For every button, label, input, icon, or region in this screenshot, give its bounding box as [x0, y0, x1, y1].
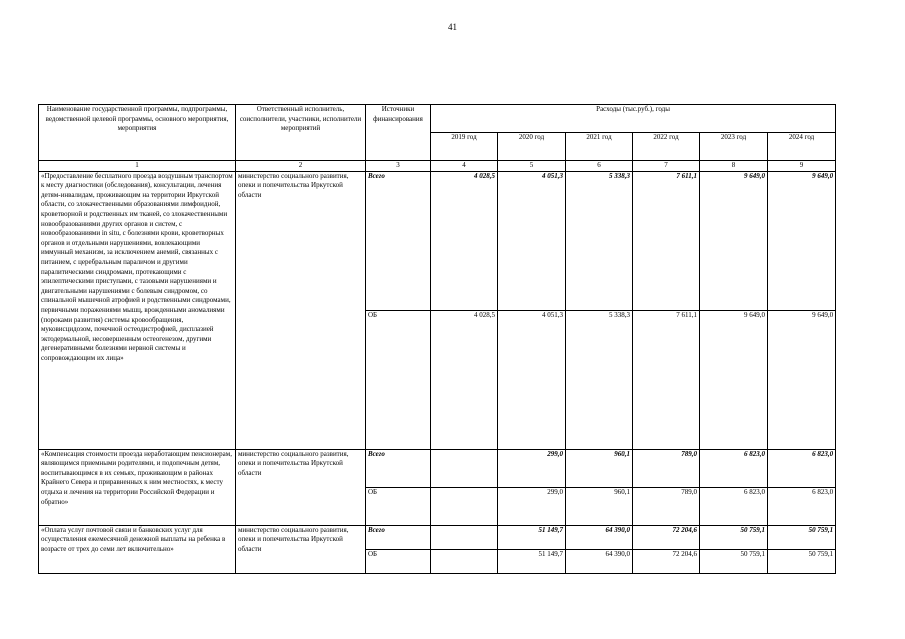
ob-value: 4 028,5 — [431, 310, 498, 449]
source-total-label: Всего — [366, 525, 431, 549]
total-value: 5 338,3 — [566, 171, 633, 310]
ob-value: 50 759,1 — [700, 549, 768, 573]
ob-value: 51 149,7 — [498, 549, 566, 573]
total-value — [431, 525, 498, 549]
header-year: 2022 год — [633, 133, 700, 161]
measure-name: «Оплата услуг почтовой связи и банковских услуг для осуществления ежемесячной денежной выплаты на ребенка в возрасте от трех до семи лет включительно» — [39, 525, 236, 573]
header-source: Источники финансирования — [366, 105, 431, 161]
header-year: 2019 год — [431, 133, 498, 161]
table-row — [39, 171, 836, 310]
total-value — [431, 449, 498, 487]
ob-value: 5 338,3 — [566, 310, 633, 449]
measure-executor: министерство социального развития, опеки и попечительства Иркутской области — [236, 171, 366, 449]
total-value: 64 390,0 — [566, 525, 633, 549]
header-expenses: Расходы (тыс.руб.), годы — [431, 105, 836, 133]
column-number: 5 — [498, 161, 566, 172]
ob-value: 7 611,1 — [633, 310, 700, 449]
ob-value: 9 649,0 — [768, 310, 836, 449]
source-ob-label: ОБ — [366, 310, 431, 449]
column-number: 8 — [700, 161, 768, 172]
header-year: 2023 год — [700, 133, 768, 161]
measure-executor: министерство социального развития, опеки и попечительства Иркутской области — [236, 449, 366, 525]
measure-executor: министерство социального развития, опеки и попечительства Иркутской области — [236, 525, 366, 573]
total-value: 72 204,6 — [633, 525, 700, 549]
total-value: 9 649,0 — [768, 171, 836, 310]
ob-value: 6 823,0 — [768, 487, 836, 525]
total-value: 6 823,0 — [768, 449, 836, 487]
column-number: 3 — [366, 161, 431, 172]
total-value: 50 759,1 — [768, 525, 836, 549]
ob-value: 4 051,3 — [498, 310, 566, 449]
header-name: Наименование государственной программы, подпрограммы, ведомственной целевой программы, основного мероприятия, мероприятия — [39, 105, 236, 161]
total-value: 50 759,1 — [700, 525, 768, 549]
source-total-label: Всего — [366, 449, 431, 487]
header-executor: Ответственный исполнитель, соисполнители, участники, исполнители мероприятий — [236, 105, 366, 161]
total-value: 6 823,0 — [700, 449, 768, 487]
total-value: 4 051,3 — [498, 171, 566, 310]
column-number: 2 — [236, 161, 366, 172]
total-value: 4 028,5 — [431, 171, 498, 310]
header-year: 2020 год — [498, 133, 566, 161]
page-number: 41 — [448, 22, 457, 32]
total-value: 9 649,0 — [700, 171, 768, 310]
table-row — [39, 449, 836, 487]
source-ob-label: ОБ — [366, 487, 431, 525]
total-value: 7 611,1 — [633, 171, 700, 310]
expenses-table — [38, 104, 836, 574]
ob-value: 9 649,0 — [700, 310, 768, 449]
ob-value: 960,1 — [566, 487, 633, 525]
ob-value: 72 204,6 — [633, 549, 700, 573]
total-value: 789,0 — [633, 449, 700, 487]
source-ob-label: ОБ — [366, 549, 431, 573]
ob-value — [431, 549, 498, 573]
total-value: 299,0 — [498, 449, 566, 487]
column-number: 4 — [431, 161, 498, 172]
table-row — [39, 525, 836, 549]
ob-value: 789,0 — [633, 487, 700, 525]
ob-value: 299,0 — [498, 487, 566, 525]
ob-value: 6 823,0 — [700, 487, 768, 525]
column-number: 7 — [633, 161, 700, 172]
header-year: 2021 год — [566, 133, 633, 161]
total-value: 960,1 — [566, 449, 633, 487]
measure-name: «Компенсация стоимости проезда неработающим пенсионерам, являющимся приемными родителями, и подопечным детям, воспитывающимся в их семьях, проживающим в районах Крайнего Севера и приравненных к ним местностях, к месту отдыха и лечения на территории Российской Федерации и обратно» — [39, 449, 236, 525]
ob-value: 64 390,0 — [566, 549, 633, 573]
ob-value: 50 759,1 — [768, 549, 836, 573]
column-number: 9 — [768, 161, 836, 172]
ob-value — [431, 487, 498, 525]
column-number: 6 — [566, 161, 633, 172]
total-value: 51 149,7 — [498, 525, 566, 549]
measure-name: «Предоставление бесплатного проезда воздушным транспортом к месту диагностики (обследования), консультации, лечения детям-инвалидам, проживающим на территории Иркутской области, со злокачественными образованиями лимфоидной, кроветворной и родственных им тканей, со злокачественными новообразованиями других органов и систем, с новообразованиями in situ, с болезнями крови, кроветворных органов и отдельными нарушениями, вовлекающими иммунный механизм, за исключением анемий, связанных с питанием, с церебральным параличом и другими паралитическими синдромами, протекающими с эпилептическими приступами, с тазовыми нарушениями и двигательными нарушениями с болевым синдромом, со спинальной мышечной атрофией и родственными синдромами, первичными поражениями мышц, врожденными аномалиями (пороками развития) системы кровообращения, муковисцидозом, почечной остеодистрофией, дисплазией эктодермальной, несовершенным остеогенезом, другими дегенеративными болезнями нервной системы и сопровождающим их лица» — [39, 171, 236, 449]
column-number: 1 — [39, 161, 236, 172]
source-total-label: Всего — [366, 171, 431, 310]
header-year: 2024 год — [768, 133, 836, 161]
